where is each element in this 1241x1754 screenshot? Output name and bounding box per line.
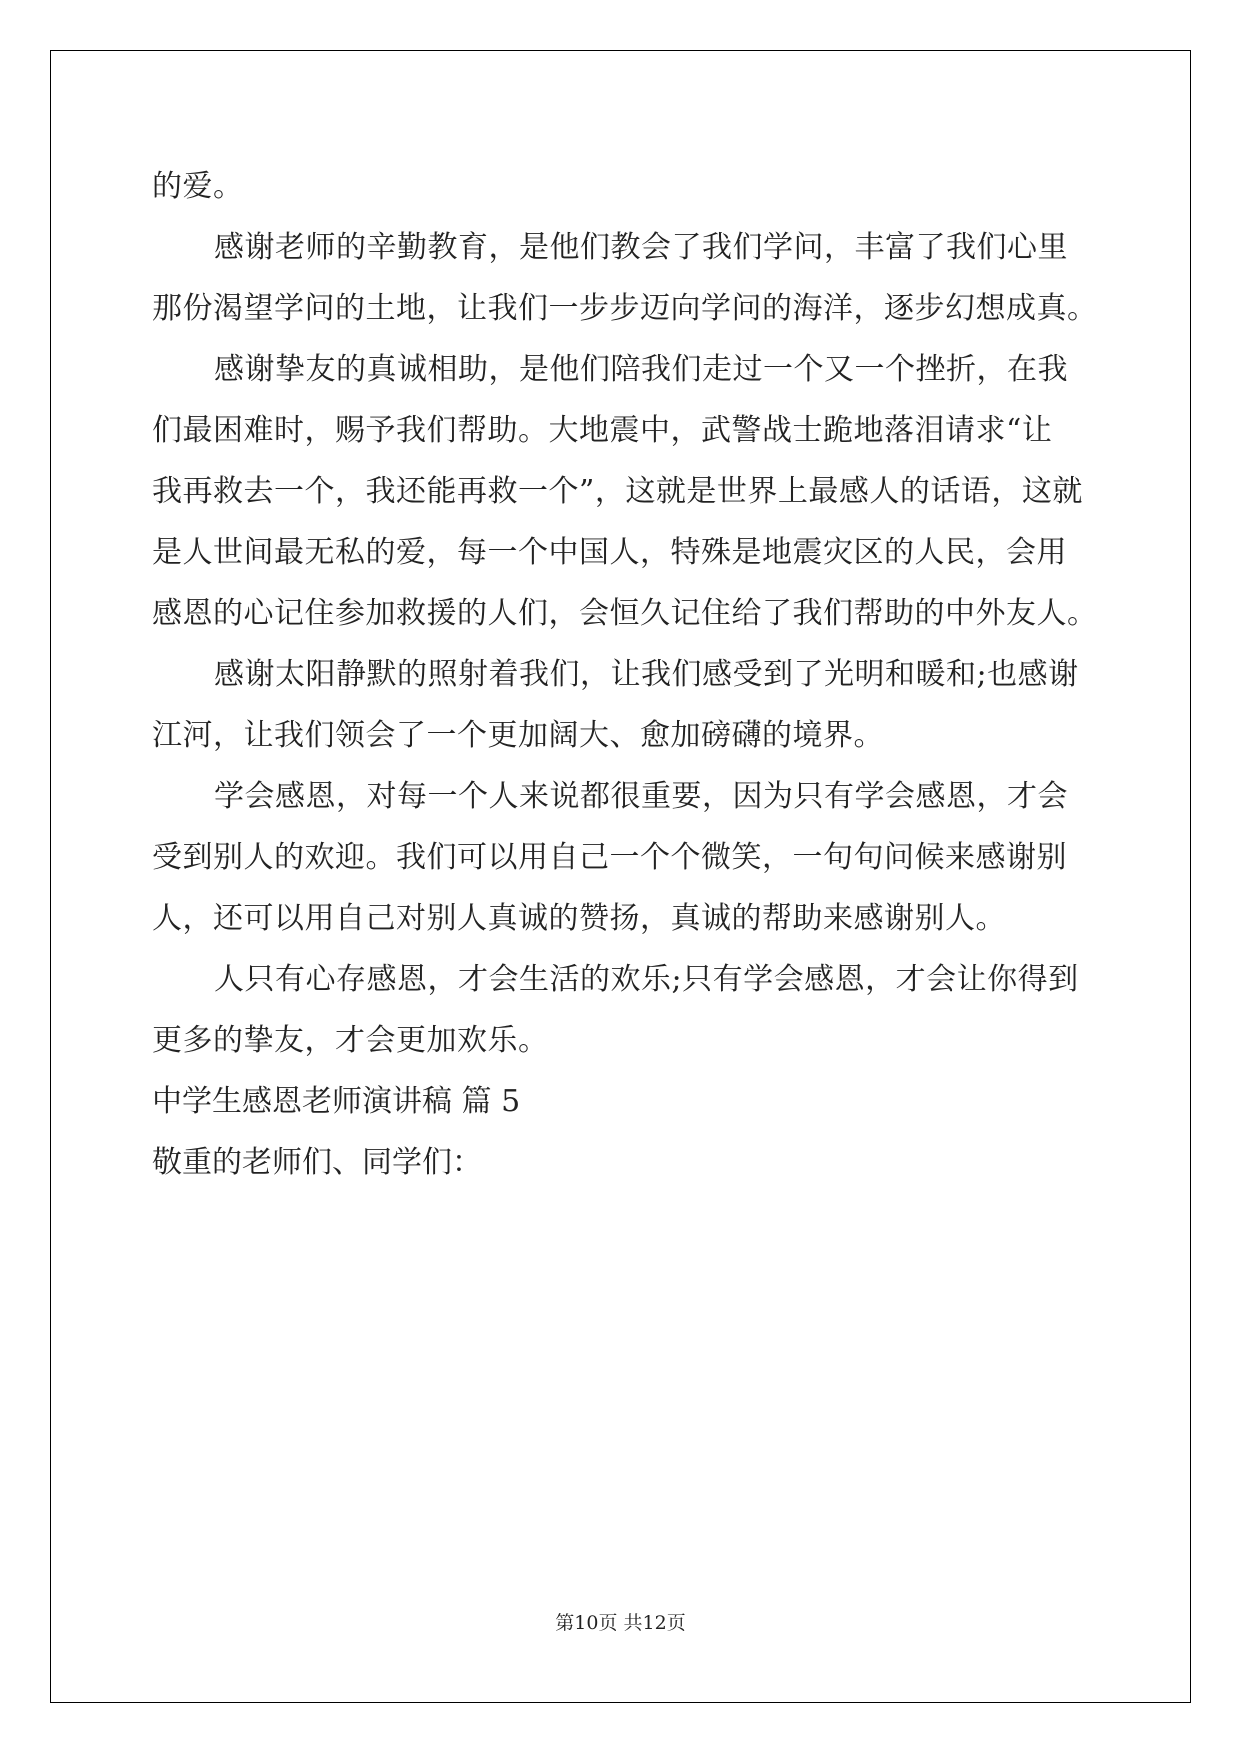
text-line: 我再救去一个，我还能再救一个”，这就是世界上最感人的话语，这就 [152, 474, 1083, 509]
text-line: 更多的挚友，才会更加欢乐。 [152, 1023, 549, 1058]
salutation: 敬重的老师们、同学们： [152, 1145, 482, 1180]
paragraph-start: 学会感恩，对每一个人来说都很重要，因为只有学会感恩，才会 [214, 779, 1068, 814]
text-line: 的爱。 [152, 169, 244, 204]
paragraph-start: 人只有心存感恩，才会生活的欢乐;只有学会感恩，才会让你得到 [214, 962, 1079, 997]
paragraph-start: 感谢太阳静默的照射着我们，让我们感受到了光明和暖和;也感谢 [214, 657, 1079, 692]
text-line: 那份渴望学问的土地，让我们一步步迈向学问的海洋，逐步幻想成真。 [152, 291, 1098, 326]
text-line: 是人世间最无私的爱，每一个中国人，特殊是地震灾区的人民，会用 [152, 535, 1067, 570]
text-line: 感恩的心记住参加救援的人们，会恒久记住给了我们帮助的中外友人。 [152, 596, 1098, 631]
page-footer: 第10页 共12页 [555, 1612, 686, 1634]
section-heading: 中学生感恩老师演讲稿 篇 5 [152, 1084, 521, 1119]
text-line: 江河，让我们领会了一个更加阔大、愈加磅礴的境界。 [152, 718, 884, 753]
document-body [152, 156, 1098, 1193]
text-line: 人，还可以用自己对别人真诚的赞扬，真诚的帮助来感谢别人。 [152, 901, 1006, 936]
paragraph-start: 感谢挚友的真诚相助，是他们陪我们走过一个又一个挫折，在我 [214, 352, 1068, 387]
paragraph-start: 感谢老师的辛勤教育，是他们教会了我们学问，丰富了我们心里 [214, 230, 1068, 265]
text-line: 受到别人的欢迎。我们可以用自己一个个微笑，一句句问候来感谢别 [152, 840, 1067, 875]
text-line: 们最困难时，赐予我们帮助。大地震中，武警战士跪地落泪请求“让 [152, 413, 1053, 448]
